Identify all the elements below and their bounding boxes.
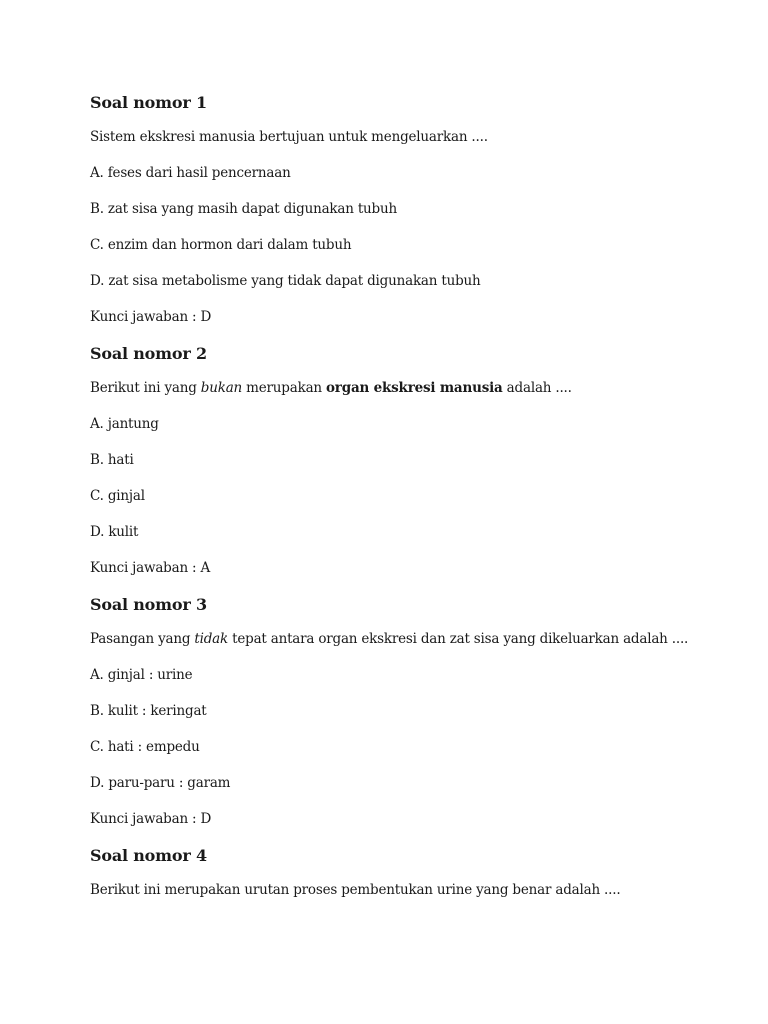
- question-text-emphasis: bukan: [200, 380, 243, 396]
- answer-key: Kunci jawaban : D: [90, 811, 212, 827]
- question-text: [90, 881, 730, 899]
- question-text-part: merupakan: [242, 380, 326, 396]
- question-heading: Soal nomor 2: [90, 344, 207, 363]
- question-text-part: Berikut ini yang: [90, 380, 201, 396]
- answer-option-d: D. kulit: [90, 524, 139, 540]
- answer-key: Kunci jawaban : D: [90, 309, 212, 325]
- answer-option-d: D. paru-paru : garam: [90, 775, 231, 791]
- answer-option-b: B. hati: [90, 452, 134, 468]
- question-block-1: [90, 92, 730, 326]
- question-text-part: tepat antara organ ekskresi dan zat sisa yang dikeluarkan adalah ....: [228, 631, 689, 647]
- question-text: [90, 630, 730, 648]
- answer-option-a: A. jantung: [90, 416, 159, 432]
- question-text-part: adalah ....: [502, 380, 572, 396]
- question-text-part: Berikut ini merupakan urutan proses pembentukan urine yang benar adalah ....: [90, 882, 621, 898]
- question-text: [90, 128, 730, 146]
- question-heading: Soal nomor 3: [90, 595, 207, 614]
- question-heading: Soal nomor 1: [90, 93, 207, 112]
- question-text-strong: organ ekskresi manusia: [326, 380, 503, 396]
- answer-option-c: C. enzim dan hormon dari dalam tubuh: [90, 237, 352, 253]
- question-text-part: Pasangan yang: [90, 631, 195, 647]
- question-text: [90, 379, 730, 397]
- question-block-4: [90, 845, 730, 899]
- question-block-3: [90, 594, 730, 828]
- answer-option-c: C. hati : empedu: [90, 739, 200, 755]
- answer-option-a: A. feses dari hasil pencernaan: [90, 165, 291, 181]
- answer-key: Kunci jawaban : A: [90, 560, 211, 576]
- question-heading: Soal nomor 4: [90, 846, 207, 865]
- question-text-emphasis: tidak: [194, 631, 229, 647]
- answer-option-b: B. kulit : keringat: [90, 703, 207, 719]
- question-block-2: [90, 343, 730, 577]
- document-page: [90, 92, 730, 917]
- answer-option-a: A. ginjal : urine: [90, 667, 193, 683]
- question-text-part: Sistem ekskresi manusia bertujuan untuk mengeluarkan ....: [90, 129, 488, 145]
- answer-option-d: D. zat sisa metabolisme yang tidak dapat digunakan tubuh: [90, 273, 481, 289]
- answer-option-b: B. zat sisa yang masih dapat digunakan tubuh: [90, 201, 397, 217]
- answer-option-c: C. ginjal: [90, 488, 145, 504]
